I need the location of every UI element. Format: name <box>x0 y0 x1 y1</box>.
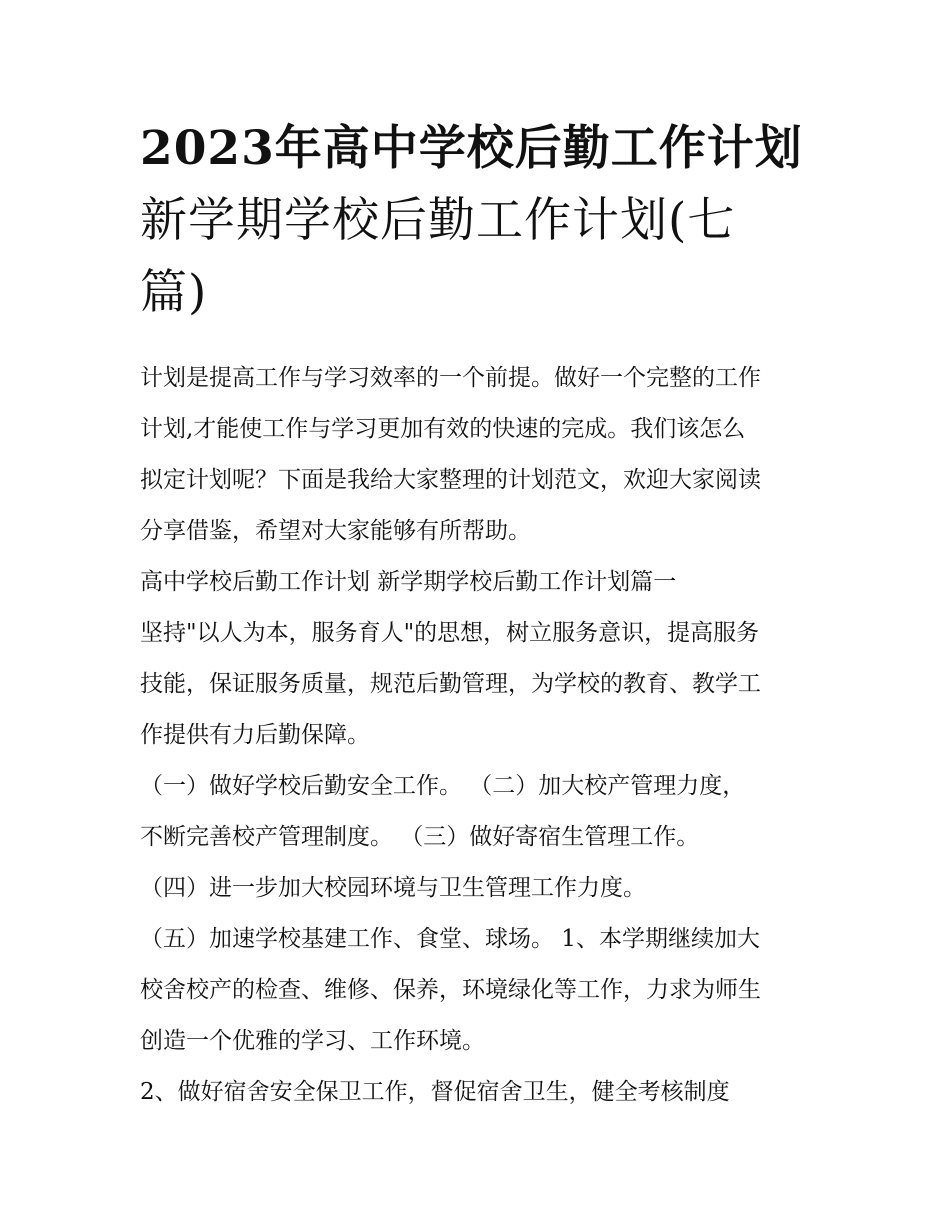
body-line: 2、做好宿舍安全保卫工作，督促宿舍卫生，健全考核制度 <box>140 1079 730 1105</box>
body-line: 计划是提高工作与学习效率的一个前提。做好一个完整的工作 <box>140 365 761 391</box>
title-line: 新学期学校后勤工作计划(七 <box>140 193 736 248</box>
body-line: 坚持"以人为本，服务育人"的思想，树立服务意识，提高服务 <box>140 620 760 646</box>
document-body <box>140 353 820 1118</box>
body-line: （四）进一步加大校园环境与卫生管理工作力度。 <box>140 875 646 901</box>
body-line: 作提供有力后勤保障。 <box>140 722 370 748</box>
body-line: 技能，保证服务质量，规范后勤管理，为学校的教育、教学工 <box>140 671 761 697</box>
body-line: 校舍校产的检查、维修、保养，环境绿化等工作，力求为师生 <box>140 977 761 1003</box>
title-line: 篇) <box>140 265 208 320</box>
title-line: 2023年高中学校后勤工作计划 <box>140 121 803 176</box>
body-line: 分享借鉴，希望对大家能够有所帮助。 <box>140 518 531 544</box>
body-line: （五）加速学校基建工作、食堂、球场。 1、本学期继续加大 <box>140 926 760 952</box>
section-heading: 高中学校后勤工作计划 新学期学校后勤工作计划篇一 <box>140 569 677 595</box>
body-line: 计划,才能使工作与学习更加有效的快速的完成。我们该怎么 <box>140 416 746 442</box>
document-title <box>140 113 820 329</box>
body-line: （一）做好学校后勤安全工作。 （二）加大校产管理力度， <box>140 773 746 799</box>
body-line: 创造一个优雅的学习、工作环境。 <box>140 1028 485 1054</box>
body-line: 拟定计划呢？下面是我给大家整理的计划范文，欢迎大家阅读 <box>140 467 761 493</box>
body-line: 不断完善校产管理制度。 （三）做好寄宿生管理工作。 <box>140 824 700 850</box>
